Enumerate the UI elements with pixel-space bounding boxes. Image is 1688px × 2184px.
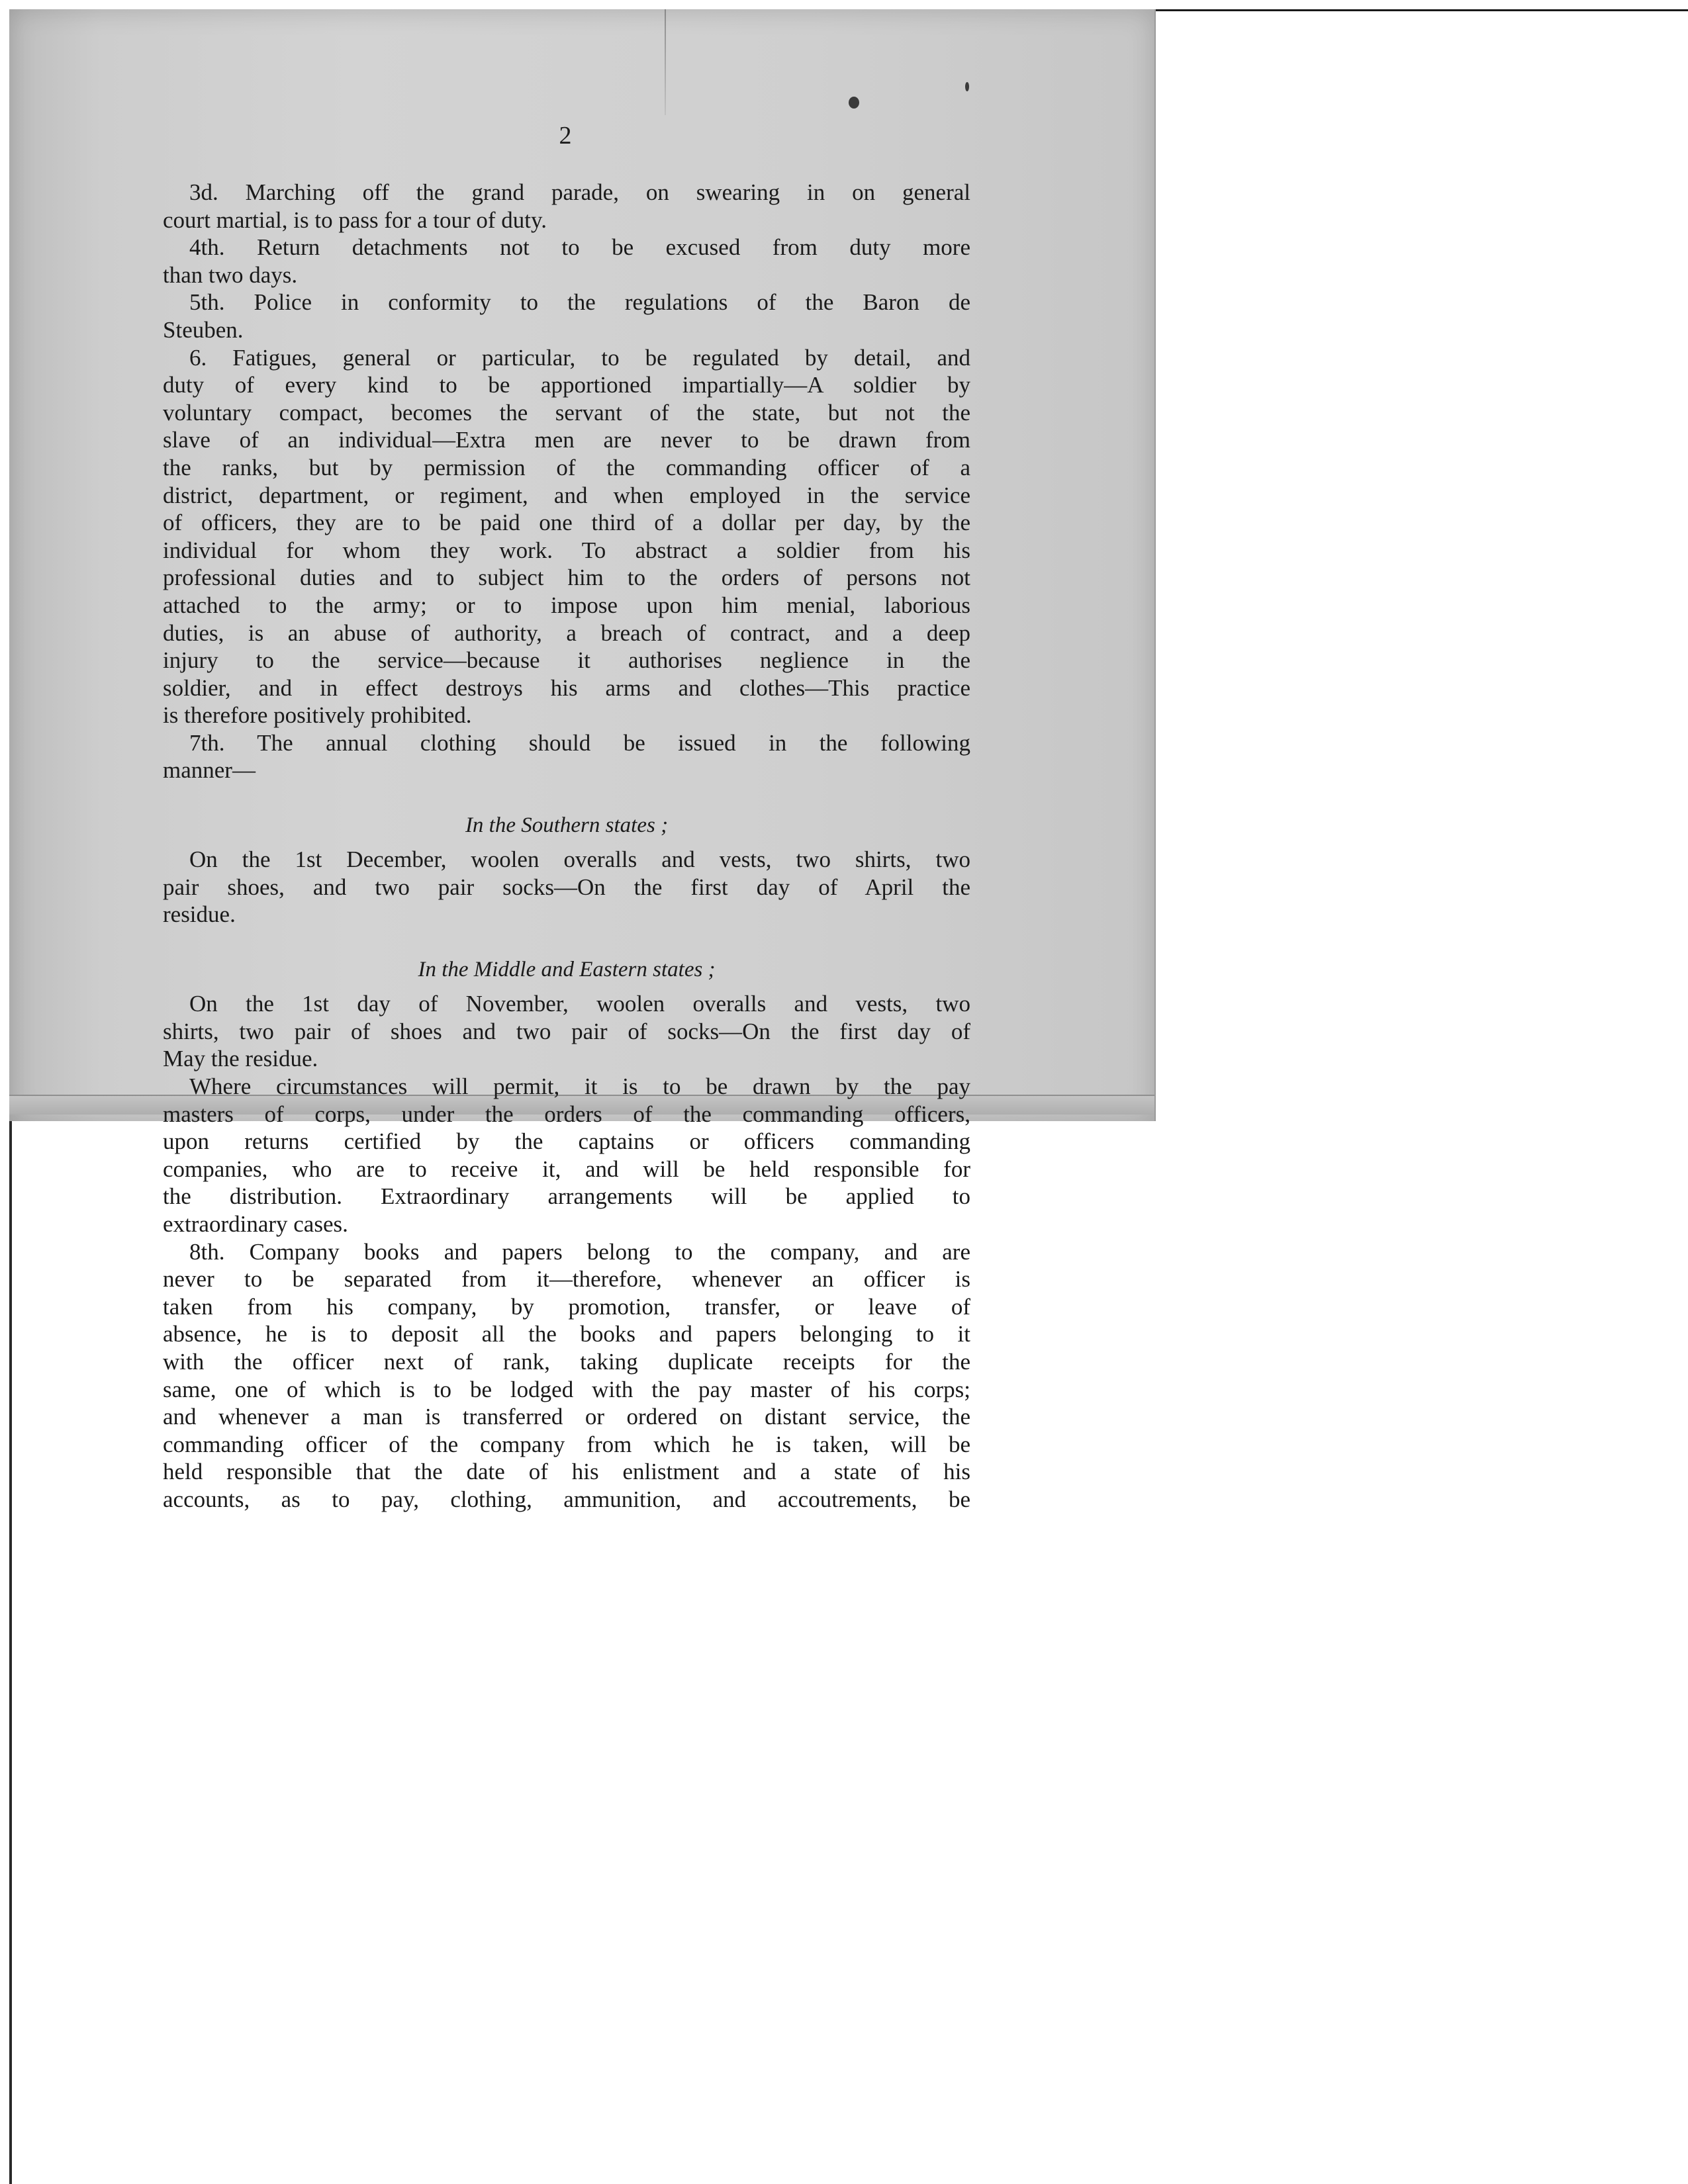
scanner-edge-line xyxy=(1152,9,1688,11)
text-line: is therefore positively prohibited. xyxy=(163,702,472,729)
section-heading-middle-eastern: In the Middle and Eastern states ; xyxy=(418,957,716,981)
text-line: held responsible that the date of his enlistment and a state of his xyxy=(163,1459,970,1485)
text-line: professional duties and to subject him to the orders of persons not xyxy=(163,565,970,591)
text-line: than two days. xyxy=(163,261,298,288)
text-line: individual for whom they work. To abstract a soldier from his xyxy=(163,537,970,563)
text-line: residue. xyxy=(163,901,236,928)
text-line: duty of every kind to be apportioned impartially—A soldier by xyxy=(163,372,970,398)
text-line: 6. Fatigues, general or particular, to be regulated by detail, and xyxy=(189,344,970,371)
scanned-page xyxy=(9,9,1156,1512)
text-line: duties, is an abuse of authority, a breach of contract, and a deep xyxy=(163,619,970,646)
text-line: of officers, they are to be paid one third of a dollar per day, by the xyxy=(163,510,970,536)
text-line: 5th. Police in conformity to the regulations of the Baron de xyxy=(189,289,970,316)
text-line: absence, he is to deposit all the books and papers belonging to it xyxy=(163,1321,970,1347)
text-line: with the officer next of rank, taking duplicate receipts for the xyxy=(163,1348,970,1375)
text-line: 3d. Marching off the grand parade, on swearing in on general xyxy=(189,179,970,205)
text-line: May the residue. xyxy=(163,1046,318,1072)
text-line: attached to the army; or to impose upon him menial, laborious xyxy=(163,592,970,618)
text-line: On the 1st day of November, woolen overalls and vests, two xyxy=(189,991,970,1017)
text-line: pair shoes, and two pair socks—On the first day of April the xyxy=(163,874,970,900)
text-line: 4th. Return detachments not to be excused from duty more xyxy=(189,234,970,261)
text-line: district, department, or regiment, and when employed in the service xyxy=(163,482,970,508)
ink-speck xyxy=(849,97,859,109)
text-line: court martial, is to pass for a tour of duty. xyxy=(163,206,547,233)
text-line: injury to the service—because it authorises neglience in the xyxy=(163,647,970,674)
text-line: the distribution. Extraordinary arrangements will be applied to xyxy=(163,1183,970,1210)
text-line: and whenever a man is transferred or ordered on distant service, the xyxy=(163,1404,970,1430)
text-line: the ranks, but by permission of the commanding officer of a xyxy=(163,454,970,480)
text-line: taken from his company, by promotion, transfer, or leave of xyxy=(163,1293,970,1320)
text-line: companies, who are to receive it, and will be held responsible for xyxy=(163,1156,970,1182)
ink-speck xyxy=(965,82,969,91)
text-line: manner— xyxy=(163,757,256,784)
text-line: accounts, as to pay, clothing, ammunition, and accoutrements, be xyxy=(163,1486,970,1512)
paper-fold xyxy=(665,9,666,115)
section-heading-southern: In the Southern states ; xyxy=(465,813,669,837)
page-number: 2 xyxy=(559,122,572,150)
text-line: commanding officer of the company from which he is taken, will be xyxy=(163,1431,970,1457)
text-line: never to be separated from it—therefore, whenever an officer is xyxy=(163,1266,970,1293)
text-line: 7th. The annual clothing should be issued in the following xyxy=(189,729,970,756)
text-line: On the 1st December, woolen overalls and vests, two shirts, two xyxy=(189,846,970,873)
text-line: same, one of which is to be lodged with the pay master of his corps; xyxy=(163,1376,970,1402)
document-body xyxy=(163,179,970,1514)
text-line: 8th. Company books and papers belong to the company, and are xyxy=(189,1238,970,1265)
text-line: Steuben. xyxy=(163,316,244,343)
text-line: extraordinary cases. xyxy=(163,1210,348,1237)
text-line: voluntary compact, becomes the servant of the state, but not the xyxy=(163,399,970,426)
text-line: shirts, two pair of shoes and two pair of socks—On the first day of xyxy=(163,1018,970,1044)
text-line: Where circumstances will permit, it is to be drawn by the pay xyxy=(189,1073,970,1099)
text-line: slave of an individual—Extra men are never to be drawn from xyxy=(163,427,970,453)
text-line: upon returns certified by the captains or officers commanding xyxy=(163,1128,970,1155)
text-line: soldier, and in effect destroys his arms and clothes—This practice xyxy=(163,674,970,701)
text-line: masters of corps, under the orders of the commanding officers, xyxy=(163,1101,970,1127)
